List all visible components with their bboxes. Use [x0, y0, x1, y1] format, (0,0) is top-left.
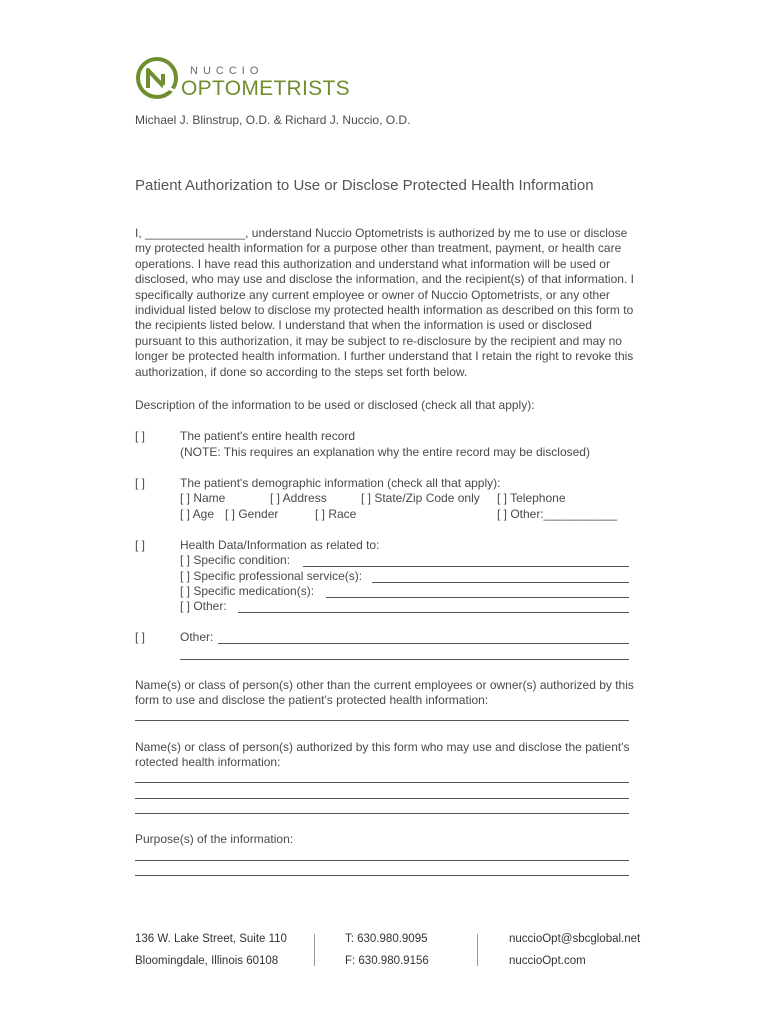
health-data-label: Health Data/Information as related to:	[180, 538, 380, 552]
footer-street: 136 W. Lake Street, Suite 110	[135, 933, 287, 945]
medication-fill-line[interactable]	[326, 597, 629, 598]
purpose-label: Purpose(s) of the information:	[135, 832, 294, 846]
footer-fax: F: 630.980.9156	[345, 955, 429, 967]
authorized-label: Name(s) or class of person(s) authorized by this form who may use and disclose the patient's rotected health information:	[135, 740, 630, 770]
checkbox-entire-record[interactable]: [ ]	[135, 429, 146, 443]
doctors-line: Michael J. Blinstrup, O.D. & Richard J. Nuccio, O.D.	[135, 113, 411, 127]
footer-website[interactable]: nuccioOpt.com	[509, 955, 586, 967]
option-telephone[interactable]: [ ] Telephone	[497, 491, 566, 505]
footer-email[interactable]: nuccioOpt@sbcglobal.net	[509, 933, 641, 945]
entire-record-label: The patient's entire health record	[180, 429, 356, 443]
option-age[interactable]: [ ] Age	[180, 507, 215, 521]
names-fill-line[interactable]	[135, 720, 629, 721]
checkbox-demographic[interactable]: [ ]	[135, 476, 146, 490]
condition-fill-line[interactable]	[303, 566, 629, 567]
health-other-fill-line[interactable]	[238, 612, 629, 613]
option-race[interactable]: [ ] Race	[315, 507, 357, 521]
option-other-demographic[interactable]: [ ] Other:___________	[497, 507, 618, 521]
other-label: Other:	[180, 630, 214, 644]
footer-divider-1	[314, 934, 315, 966]
footer-telephone: T: 630.980.9095	[345, 933, 428, 945]
option-gender[interactable]: [ ] Gender	[225, 507, 279, 521]
logo-text-big: OPTOMETRISTS	[181, 77, 350, 100]
checkbox-other[interactable]: [ ]	[135, 630, 146, 644]
entire-record-note: (NOTE: This requires an explanation why the entire record may be disclosed)	[180, 445, 590, 459]
authorized-fill-line-3[interactable]	[135, 813, 629, 814]
logo	[135, 55, 375, 105]
purpose-fill-line-2[interactable]	[135, 875, 629, 876]
footer-divider-2	[477, 934, 478, 966]
other-fill-line-2[interactable]	[180, 659, 629, 660]
option-specific-condition[interactable]: [ ] Specific condition:	[180, 553, 291, 567]
option-state-zip[interactable]: [ ] State/Zip Code only	[361, 491, 480, 505]
authorized-fill-line-1[interactable]	[135, 782, 629, 783]
logo-text-small: NUCCIO	[190, 65, 264, 77]
option-address[interactable]: [ ] Address	[270, 491, 327, 505]
authorized-fill-line-2[interactable]	[135, 798, 629, 799]
checkbox-health-data[interactable]: [ ]	[135, 538, 146, 552]
option-specific-medication[interactable]: [ ] Specific medication(s):	[180, 584, 315, 598]
intro-paragraph: I, _______________, understand Nuccio Optometrists is authorized by me to use or disclose my protected health information for a purpose other than treatment, payment, or health care operations. I have read this authorization and understand what information will be used or disclosed, who may use and disclose the information, and the recipient(s) of that information. I specifically authorize any current employee or owner of Nuccio Optometrists, or any other individual listed below to disclose my protected health information as described on this form to the recipients listed below. I understand that when the information is used or disclosed pursuant to this authorization, it may be subject to re-disclosure by the recipient and may no longer be protected health information. I further understand that I retain the right to revoke this authorization, if done so according to the steps set forth below.	[135, 226, 634, 379]
nuccio-logo-icon	[135, 55, 181, 101]
description-label: Description of the information to be used or disclosed (check all that apply):	[135, 398, 535, 412]
purpose-fill-line-1[interactable]	[135, 860, 629, 861]
option-specific-service[interactable]: [ ] Specific professional service(s):	[180, 569, 363, 583]
demographic-label: The patient's demographic information (check all that apply):	[180, 476, 501, 490]
page-title: Patient Authorization to Use or Disclose Protected Health Information	[135, 177, 594, 194]
footer-city: Bloomingdale, Illinois 60108	[135, 955, 279, 967]
other-fill-line-1[interactable]	[218, 643, 629, 644]
option-name[interactable]: [ ] Name	[180, 491, 226, 505]
option-health-other[interactable]: [ ] Other:	[180, 599, 227, 613]
names-label: Name(s) or class of person(s) other than the current employees or owner(s) authorized by this form to use and disclose the patient's protected health information:	[135, 678, 634, 708]
service-fill-line[interactable]	[372, 582, 629, 583]
